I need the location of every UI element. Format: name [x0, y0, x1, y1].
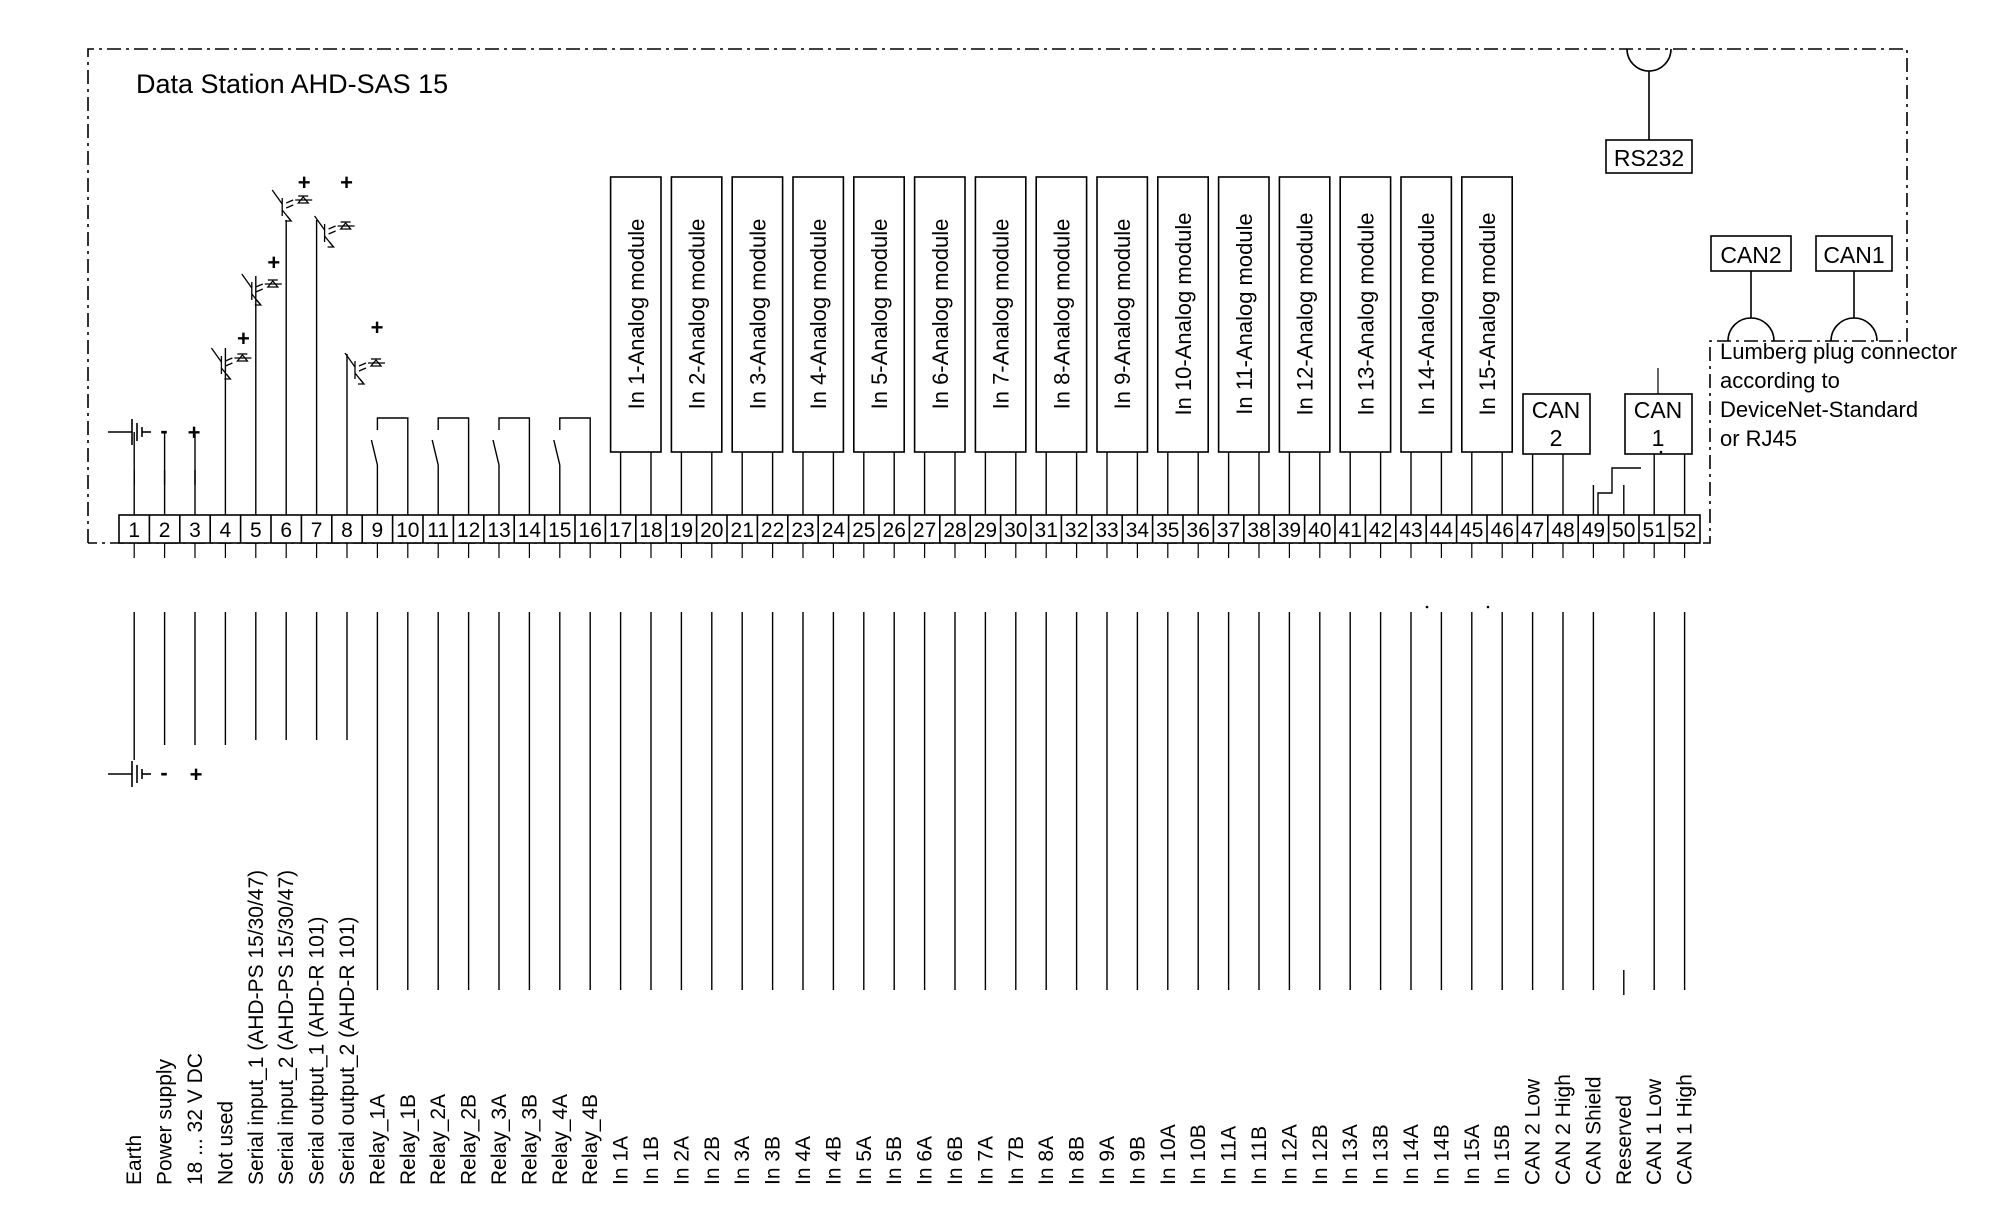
terminal-number: 35: [1156, 519, 1180, 542]
terminal-number: 20: [700, 519, 724, 542]
terminal-number: 47: [1520, 519, 1545, 542]
terminal-label: 18 ... 32 V DC: [184, 1053, 207, 1185]
terminal-number: 15: [548, 519, 572, 542]
terminal-label: Serial input_1 (AHD-PS 15/30/47): [244, 869, 268, 1185]
terminal-label: Relay_4A: [548, 1093, 572, 1185]
terminal-label: In 1B: [640, 1135, 663, 1185]
relay-contact: [554, 418, 590, 485]
earth-symbol-bottom: [108, 761, 151, 787]
analog-module-label: In 3-Analog module: [745, 218, 771, 410]
terminal-label: In 2B: [700, 1135, 724, 1185]
terminal-number: 42: [1368, 519, 1393, 542]
relay-group: [371, 418, 590, 485]
terminal-number: 37: [1216, 519, 1241, 542]
relay-contact: [493, 418, 529, 485]
terminal-number: 21: [730, 519, 754, 542]
terminal-number: 49: [1581, 519, 1606, 542]
marker-dot: [1426, 606, 1429, 609]
plus-sign: +: [267, 250, 281, 275]
terminal-number: 39: [1277, 519, 1302, 542]
terminal-label: In 6B: [944, 1135, 967, 1185]
terminal-label: Not used: [214, 1100, 238, 1185]
station-title: Data Station AHD-SAS 15: [136, 69, 449, 99]
terminal-number: 41: [1338, 519, 1362, 542]
can1-box-line1: CAN: [1633, 397, 1683, 423]
terminal-number: 22: [760, 519, 785, 542]
terminal-number: 43: [1399, 519, 1423, 542]
plus-sign-top: +: [187, 420, 201, 445]
terminal-label: CAN 2 Low: [1521, 1078, 1545, 1185]
terminal-label: In 2A: [670, 1135, 694, 1185]
terminal-number: 50: [1612, 519, 1636, 542]
terminal-number: 40: [1308, 519, 1332, 542]
optocoupler-symbol: [242, 274, 282, 305]
analog-module-label: In 11-Analog module: [1231, 213, 1257, 415]
terminal-label: Relay_2B: [457, 1093, 481, 1185]
terminal-label: In 9B: [1126, 1135, 1150, 1185]
analog-module-label: In 7-Analog module: [988, 218, 1014, 410]
terminal-label: CAN 1 Low: [1643, 1078, 1667, 1185]
connector-note-line: Lumberg plug connector: [1720, 339, 1958, 364]
plus-sign-bottom: +: [189, 762, 203, 787]
terminal-label: In 11A: [1217, 1125, 1241, 1185]
marker-dot: [1660, 451, 1663, 454]
terminal-label: In 15A: [1460, 1124, 1484, 1185]
terminal-label: In 10A: [1156, 1124, 1180, 1185]
terminal-number: 38: [1247, 519, 1271, 542]
terminal-number: 13: [487, 519, 511, 542]
terminal-label: In 7A: [974, 1135, 998, 1185]
terminal-number: 1: [128, 519, 141, 542]
terminal-label: In 8B: [1065, 1135, 1089, 1185]
terminal-label: In 12B: [1308, 1124, 1332, 1185]
terminal-number: 19: [669, 519, 694, 542]
marker-dot: [1487, 606, 1490, 609]
optocoupler-symbol: [211, 348, 251, 379]
terminal-label: Power supply: [153, 1058, 177, 1185]
terminal-label: Earth: [123, 1134, 147, 1185]
terminal-number: 45: [1460, 519, 1484, 542]
terminal-label: Relay_1A: [366, 1093, 390, 1185]
terminal-label: Relay_3A: [488, 1093, 511, 1185]
terminal-label: In 7B: [1004, 1135, 1028, 1185]
terminal-label: CAN 2 High: [1552, 1074, 1575, 1185]
analog-module-label: In 4-Analog module: [806, 218, 832, 410]
terminal-label: Relay_3B: [518, 1093, 542, 1185]
can2-box-line2: 2: [1549, 425, 1563, 451]
terminal-labels-group: [123, 870, 1696, 1185]
terminal-label: In 10B: [1187, 1124, 1211, 1185]
analog-module-label: In 1-Analog module: [623, 218, 649, 410]
terminal-number: 29: [973, 519, 998, 542]
terminal-label: Serial input_2 (AHD-PS 15/30/47): [275, 869, 299, 1185]
minus-sign-top: -: [160, 418, 168, 443]
terminal-number: 26: [882, 519, 906, 542]
terminal-number: 24: [821, 519, 846, 542]
terminal-number: 28: [943, 519, 967, 542]
analog-module-label: In 12-Analog module: [1292, 212, 1318, 416]
plus-sign: +: [236, 326, 250, 351]
terminal-label: In 9A: [1096, 1135, 1119, 1185]
terminal-label: In 11B: [1248, 1125, 1271, 1185]
optocoupler-symbol: [315, 216, 355, 247]
terminal-number: 9: [371, 519, 384, 542]
terminal-number: 34: [1125, 519, 1150, 542]
can2-box-line1: CAN: [1531, 397, 1581, 423]
can1-connector-label: CAN1: [1823, 242, 1885, 268]
connector-note-line: according to: [1720, 368, 1840, 393]
earth-symbol-top: [108, 419, 151, 445]
analog-module-label: In 5-Analog module: [867, 218, 892, 410]
terminal-number: 14: [517, 519, 542, 542]
analog-module-label: In 14-Analog module: [1414, 212, 1440, 416]
terminal-number: 23: [791, 519, 815, 542]
terminal-number: 3: [189, 519, 201, 542]
terminal-label: CAN 1 High: [1673, 1074, 1697, 1185]
analog-module-label: In 15-Analog module: [1475, 212, 1500, 416]
can1-box-line2: 1: [1651, 425, 1665, 451]
terminal-label: CAN Shield: [1582, 1076, 1606, 1185]
terminal-label: In 6A: [913, 1135, 937, 1185]
terminal-label: Serial output_2 (AHD-R 101): [336, 916, 359, 1185]
plus-sign: +: [370, 315, 384, 340]
plus-sign: +: [340, 170, 354, 195]
terminal-number: 17: [608, 519, 633, 542]
relay-contact: [371, 418, 407, 485]
terminal-number: 8: [341, 519, 353, 542]
terminal-number: 7: [310, 519, 323, 542]
terminal-number: 10: [396, 519, 420, 542]
plus-sign: +: [297, 170, 311, 195]
terminal-label: In 5B: [883, 1135, 907, 1185]
terminal-number: 27: [912, 519, 937, 542]
terminal-number: 30: [1004, 519, 1028, 542]
minus-sign-bottom: -: [160, 760, 168, 785]
terminal-number: 18: [639, 519, 663, 542]
terminal-label: In 14A: [1400, 1124, 1423, 1185]
terminal-number: 31: [1034, 519, 1058, 542]
terminal-number: 25: [852, 519, 876, 542]
terminal-number: 16: [578, 519, 602, 542]
analog-module-label: In 9-Analog module: [1110, 218, 1136, 410]
terminal-label: In 4B: [822, 1135, 846, 1185]
terminal-number: 33: [1095, 519, 1119, 542]
terminal-label: In 12A: [1278, 1124, 1302, 1185]
terminal-number: 11: [427, 519, 450, 542]
terminal-number: 2: [158, 519, 171, 542]
analog-module-label: In 2-Analog module: [684, 218, 710, 410]
analog-module-label: In 6-Analog module: [927, 218, 953, 410]
terminal-number: 32: [1064, 519, 1089, 542]
can-shield-link: [1598, 468, 1641, 515]
optocoupler-symbol: [345, 353, 385, 384]
can2-connector-label: CAN2: [1720, 242, 1782, 268]
terminal-number: 36: [1186, 519, 1210, 542]
relay-contact: [432, 418, 468, 485]
optocoupler-group: [211, 170, 385, 384]
terminal-number: 44: [1429, 519, 1454, 542]
analog-module-label: In 8-Analog module: [1049, 218, 1075, 410]
connector-note-line: or RJ45: [1720, 426, 1798, 451]
analog-module-label: In 10-Analog module: [1171, 212, 1196, 416]
analog-module-label: In 13-Analog module: [1353, 212, 1379, 416]
terminal-number: 6: [280, 519, 293, 542]
terminal-label: Relay_4B: [579, 1093, 603, 1185]
rs232-label: RS232: [1613, 145, 1685, 171]
terminal-label: In 15B: [1491, 1124, 1515, 1185]
connector-note-line: DeviceNet-Standard: [1720, 397, 1919, 422]
terminal-label: Relay_2A: [427, 1093, 451, 1185]
terminal-number: 5: [249, 519, 262, 542]
terminal-number: 48: [1551, 519, 1575, 542]
terminal-number: 51: [1642, 519, 1666, 542]
terminal-label: In 14B: [1430, 1124, 1454, 1185]
terminal-label: Reserved: [1612, 1095, 1636, 1185]
terminal-label: Relay_1B: [396, 1093, 420, 1185]
terminal-number: 52: [1672, 519, 1697, 542]
terminal-label: In 13A: [1339, 1124, 1363, 1185]
terminal-label: In 8A: [1035, 1135, 1059, 1185]
terminal-label: In 4A: [792, 1135, 815, 1185]
terminal-number: 4: [219, 519, 232, 542]
connector-note: [1720, 339, 1957, 451]
terminal-number: 46: [1490, 519, 1514, 542]
terminal-label: Serial output_1 (AHD-R 101): [305, 916, 329, 1185]
terminal-label: In 1A: [609, 1135, 633, 1185]
terminal-label: In 3A: [731, 1135, 755, 1185]
terminal-label: In 3B: [761, 1135, 785, 1185]
terminal-number: 12: [456, 519, 481, 542]
terminal-label: In 13B: [1369, 1124, 1393, 1185]
terminal-label: In 5A: [852, 1135, 876, 1185]
